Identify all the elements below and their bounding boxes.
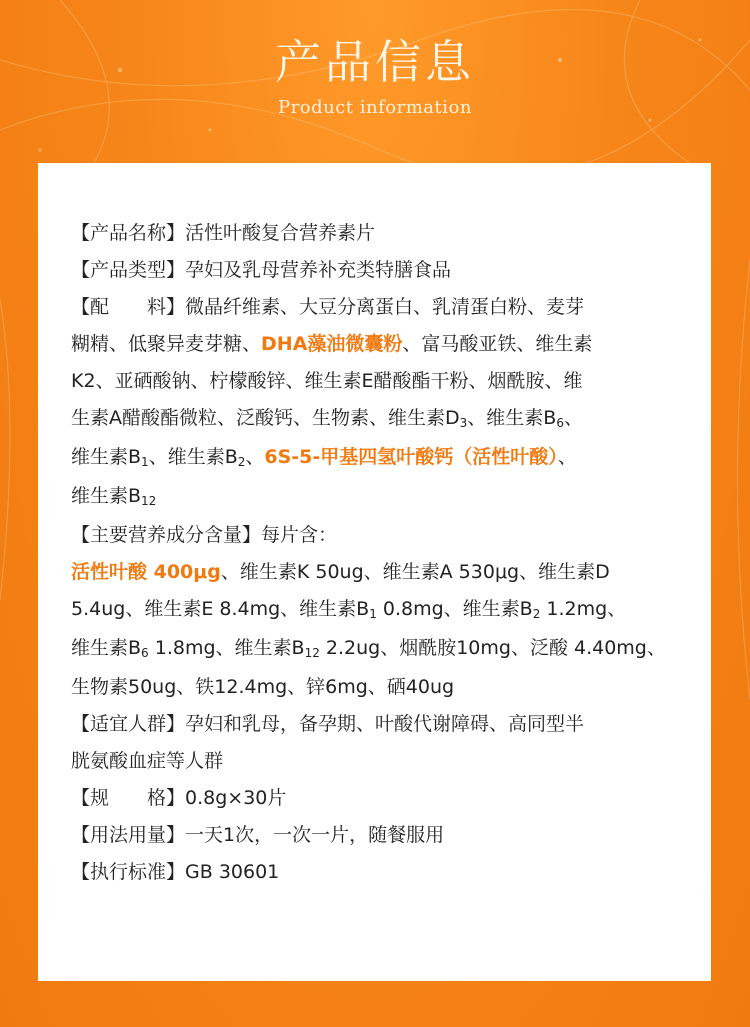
- standard-row: [71, 854, 691, 891]
- page-title: 产品信息: [275, 35, 475, 89]
- page-header: [0, 0, 750, 165]
- subscript: 6: [141, 646, 149, 660]
- ingredients-text: 维生素B: [71, 485, 142, 507]
- audience-row-2: [71, 743, 691, 780]
- ingredients-row-2: [71, 326, 691, 363]
- nutrients-text: 生物素50ug、铁12.4mg、锌6mg、硒40ug: [71, 676, 455, 698]
- ingredients-row-3: [71, 363, 691, 400]
- subscript: 3: [459, 416, 468, 430]
- nutrients-text: 0.8mg、维生素B: [376, 598, 533, 620]
- audience-row-1: [71, 706, 691, 743]
- product-name-value: 活性叶酸复合营养素片: [185, 222, 376, 244]
- nutrients-intro: 每片含：: [261, 524, 338, 546]
- product-type-label: 【产品类型】: [71, 259, 186, 281]
- ingredients-text: 、: [563, 407, 583, 429]
- usage-row: [71, 817, 691, 854]
- ingredients-text: 、: [245, 446, 265, 468]
- subscript: 1: [141, 455, 149, 469]
- audience-label: 【适宜人群】: [71, 713, 186, 735]
- product-info-content: [71, 215, 691, 891]
- nutrients-row-1: [71, 554, 691, 591]
- spec-label: 【规 格】: [71, 787, 186, 809]
- product-info-card: [38, 163, 711, 981]
- product-name-label: 【产品名称】: [71, 222, 186, 244]
- nutrients-highlight-folate: 活性叶酸 400μg: [71, 561, 221, 583]
- ingredients-row-5: [71, 439, 691, 478]
- page-subtitle: Product information: [278, 97, 472, 118]
- subscript: 6: [556, 416, 564, 430]
- subscript: 2: [237, 455, 246, 469]
- nutrients-text: 1.8mg、维生素B: [148, 637, 305, 659]
- spec-value: 0.8g×30片: [185, 787, 287, 809]
- nutrients-text: 5.4ug、维生素E 8.4mg、维生素B: [71, 598, 370, 620]
- ingredients-text: 生素A醋酸酯微粒、泛酸钙、生物素、维生素D: [71, 407, 460, 429]
- nutrients-label: 【主要营养成分含量】: [71, 524, 262, 546]
- ingredients-label: 【配 料】: [71, 296, 186, 318]
- nutrients-text: 、维生素K 50ug、维生素A 530μg、维生素D: [220, 561, 610, 583]
- product-name-row: [71, 215, 691, 252]
- ingredients-text: 微晶纤维素、大豆分离蛋白、乳清蛋白粉、麦芽: [185, 296, 585, 318]
- nutrients-text: 1.2mg、: [540, 598, 627, 620]
- ingredients-text: 、富马酸亚铁、维生素: [402, 333, 593, 355]
- ingredients-highlight-dha: DHA藻油微囊粉: [261, 333, 403, 355]
- nutrients-text: 2.2ug、烟酰胺10mg、泛酸 4.40mg、: [319, 637, 666, 659]
- subscript: 12: [141, 494, 157, 508]
- subscript: 12: [304, 646, 320, 660]
- standard-label: 【执行标准】: [71, 861, 186, 883]
- nutrients-row-2: [71, 591, 691, 630]
- audience-text: 孕妇和乳母，备孕期、叶酸代谢障碍、高同型半: [185, 713, 585, 735]
- nutrients-text: 维生素B: [71, 637, 142, 659]
- ingredients-text: K2、亚硒酸钠、柠檬酸锌、维生素E醋酸酯干粉、烟酰胺、维: [71, 370, 583, 392]
- standard-value: GB 30601: [185, 861, 280, 883]
- usage-label: 【用法用量】: [71, 824, 186, 846]
- ingredients-text: 维生素B: [71, 446, 142, 468]
- subscript: 2: [532, 607, 541, 621]
- audience-text: 胱氨酸血症等人群: [71, 750, 224, 772]
- ingredients-text: 糊精、低聚异麦芽糖、: [71, 333, 262, 355]
- subscript: 1: [369, 607, 377, 621]
- ingredients-text: 、维生素B: [148, 446, 238, 468]
- product-type-value: 孕妇及乳母营养补充类特膳食品: [185, 259, 452, 281]
- product-type-row: [71, 252, 691, 289]
- ingredients-highlight-folate: 6S-5-甲基四氢叶酸钙（活性叶酸）: [264, 446, 558, 468]
- ingredients-row-6: [71, 478, 691, 517]
- ingredients-row-1: [71, 289, 691, 326]
- ingredients-row-4: [71, 400, 691, 439]
- usage-value: 一天1次，一次一片，随餐服用: [185, 824, 445, 846]
- nutrients-row-header: [71, 517, 691, 554]
- nutrients-row-3: [71, 630, 691, 669]
- ingredients-text: 、: [557, 446, 577, 468]
- ingredients-text: 、维生素B: [467, 407, 557, 429]
- spec-row: [71, 780, 691, 817]
- nutrients-row-4: [71, 669, 691, 706]
